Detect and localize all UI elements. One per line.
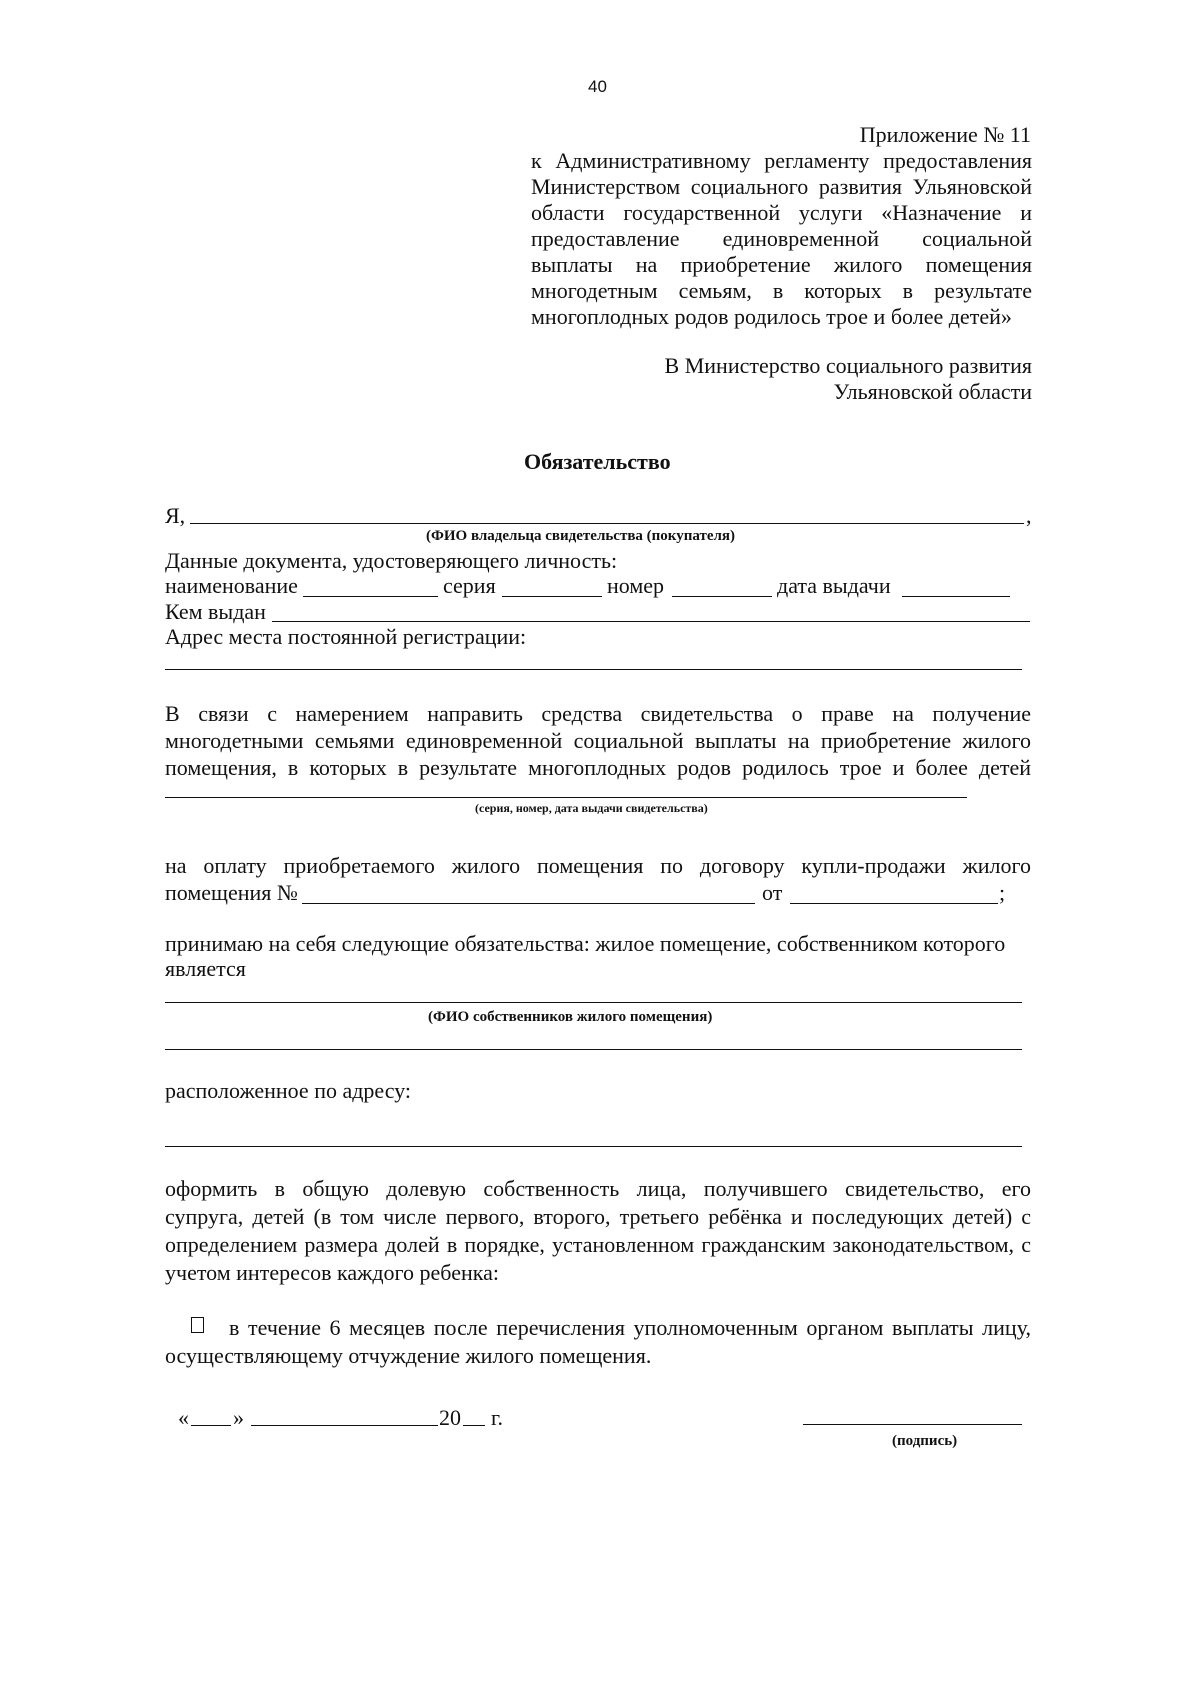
- id-doc-label: Данные документа, удостоверяющего личность:: [165, 548, 618, 573]
- appendix-number: Приложение № 11: [859, 122, 1031, 147]
- date-quote-close: »: [233, 1405, 244, 1430]
- address-field[interactable]: [165, 669, 1022, 670]
- from-label: от: [762, 880, 783, 905]
- intent-line: многодетными семьями единовременной социальной выплаты на приобретение жилого: [165, 728, 1031, 753]
- obligation-line-2: является: [165, 956, 246, 981]
- date-month-field[interactable]: [251, 1425, 438, 1426]
- appendix-line: многоплодных родов родилось трое и более детей»: [531, 304, 1012, 329]
- date-day-field[interactable]: [191, 1425, 231, 1426]
- owners-field[interactable]: [165, 1002, 1022, 1003]
- document-title: Обязательство: [524, 449, 671, 474]
- doc-series-label: серия: [443, 573, 496, 598]
- option-line-2: осуществляющему отчуждение жилого помещения.: [165, 1343, 652, 1368]
- contract-date-field[interactable]: [790, 903, 998, 904]
- certificate-caption: (серия, номер, дата выдачи свидетельства): [475, 801, 708, 815]
- doc-name-label: наименование: [165, 573, 298, 598]
- owner-caption: (ФИО владельца свидетельства (покупателя): [426, 528, 736, 544]
- page-number: 40: [588, 77, 607, 96]
- ownership-line: оформить в общую долевую собственность лица, получившего свидетельство, его: [165, 1176, 1031, 1201]
- appendix-line: к Административному регламенту предоставления: [531, 148, 1032, 173]
- doc-issue-date-field[interactable]: [902, 596, 1010, 597]
- ownership-line: супруга, детей (в том числе первого, второго, третьего ребёнка и последующих детей) с: [165, 1204, 1031, 1229]
- year-suffix: г.: [491, 1405, 504, 1430]
- doc-issue-date-label: дата выдачи: [777, 573, 891, 598]
- ownership-paragraph: [165, 1175, 1031, 1287]
- owners-caption: (ФИО собственников жилого помещения): [428, 1009, 713, 1025]
- addressee-line-1: В Министерство социального развития: [664, 353, 1032, 378]
- owners-field-2[interactable]: [165, 1049, 1022, 1050]
- comma: ,: [1026, 503, 1032, 528]
- option-line-1: в течение 6 месяцев после перечисления уполномоченным органом выплаты лицу,: [229, 1315, 1031, 1340]
- year-prefix: 20: [439, 1405, 461, 1430]
- doc-number-label: номер: [607, 573, 665, 598]
- appendix-text: [531, 147, 1032, 329]
- issued-by-field[interactable]: [272, 621, 1030, 622]
- ownership-line: определением размера долей в порядке, установленном гражданским законодательством, с: [165, 1232, 1031, 1257]
- addressee-line-2: Ульяновской области: [833, 379, 1032, 404]
- payment-line-2: помещения №: [165, 880, 298, 905]
- signature-field[interactable]: [803, 1424, 1022, 1425]
- semicolon: ;: [999, 880, 1006, 905]
- option-checkbox[interactable]: [191, 1317, 204, 1333]
- owner-name-field[interactable]: [190, 523, 1024, 524]
- property-address-field[interactable]: [165, 1146, 1022, 1147]
- issued-by-label: Кем выдан: [165, 599, 266, 624]
- appendix-line: многодетным семьям, в которых в результате: [531, 278, 1032, 303]
- appendix-line: Министерством социального развития Ульяновской: [531, 174, 1032, 199]
- address-label: Адрес места постоянной регистрации:: [165, 624, 527, 649]
- date-year-field[interactable]: [463, 1425, 485, 1426]
- date-quote-open: «: [178, 1405, 189, 1430]
- ownership-line: учетом интересов каждого ребенка:: [165, 1260, 499, 1285]
- contract-number-field[interactable]: [302, 903, 755, 904]
- signature-caption: (подпись): [892, 1433, 958, 1449]
- appendix-line: предоставление единовременной социальной: [531, 226, 1032, 251]
- appendix-line: области государственной услуги «Назначение и: [531, 200, 1032, 225]
- payment-line-1: на оплату приобретаемого жилого помещения по договору купли-продажи жилого: [165, 853, 1031, 878]
- intent-line: помещения, в которых в результате многоплодных родов родилось трое и более детей: [165, 755, 1031, 780]
- certificate-field[interactable]: [165, 797, 967, 798]
- obligation-line-1: принимаю на себя следующие обязательства: жилое помещение, собственником которого: [165, 931, 1006, 956]
- doc-series-field[interactable]: [502, 596, 602, 597]
- intent-paragraph: [165, 700, 1031, 781]
- intent-line: В связи с намерением направить средства свидетельства о праве на получение: [165, 701, 1031, 726]
- located-label: расположенное по адресу:: [165, 1078, 412, 1103]
- doc-number-field[interactable]: [672, 596, 772, 597]
- doc-name-field[interactable]: [303, 596, 438, 597]
- ya-label: Я,: [165, 503, 186, 528]
- appendix-line: выплаты на приобретение жилого помещения: [531, 252, 1032, 277]
